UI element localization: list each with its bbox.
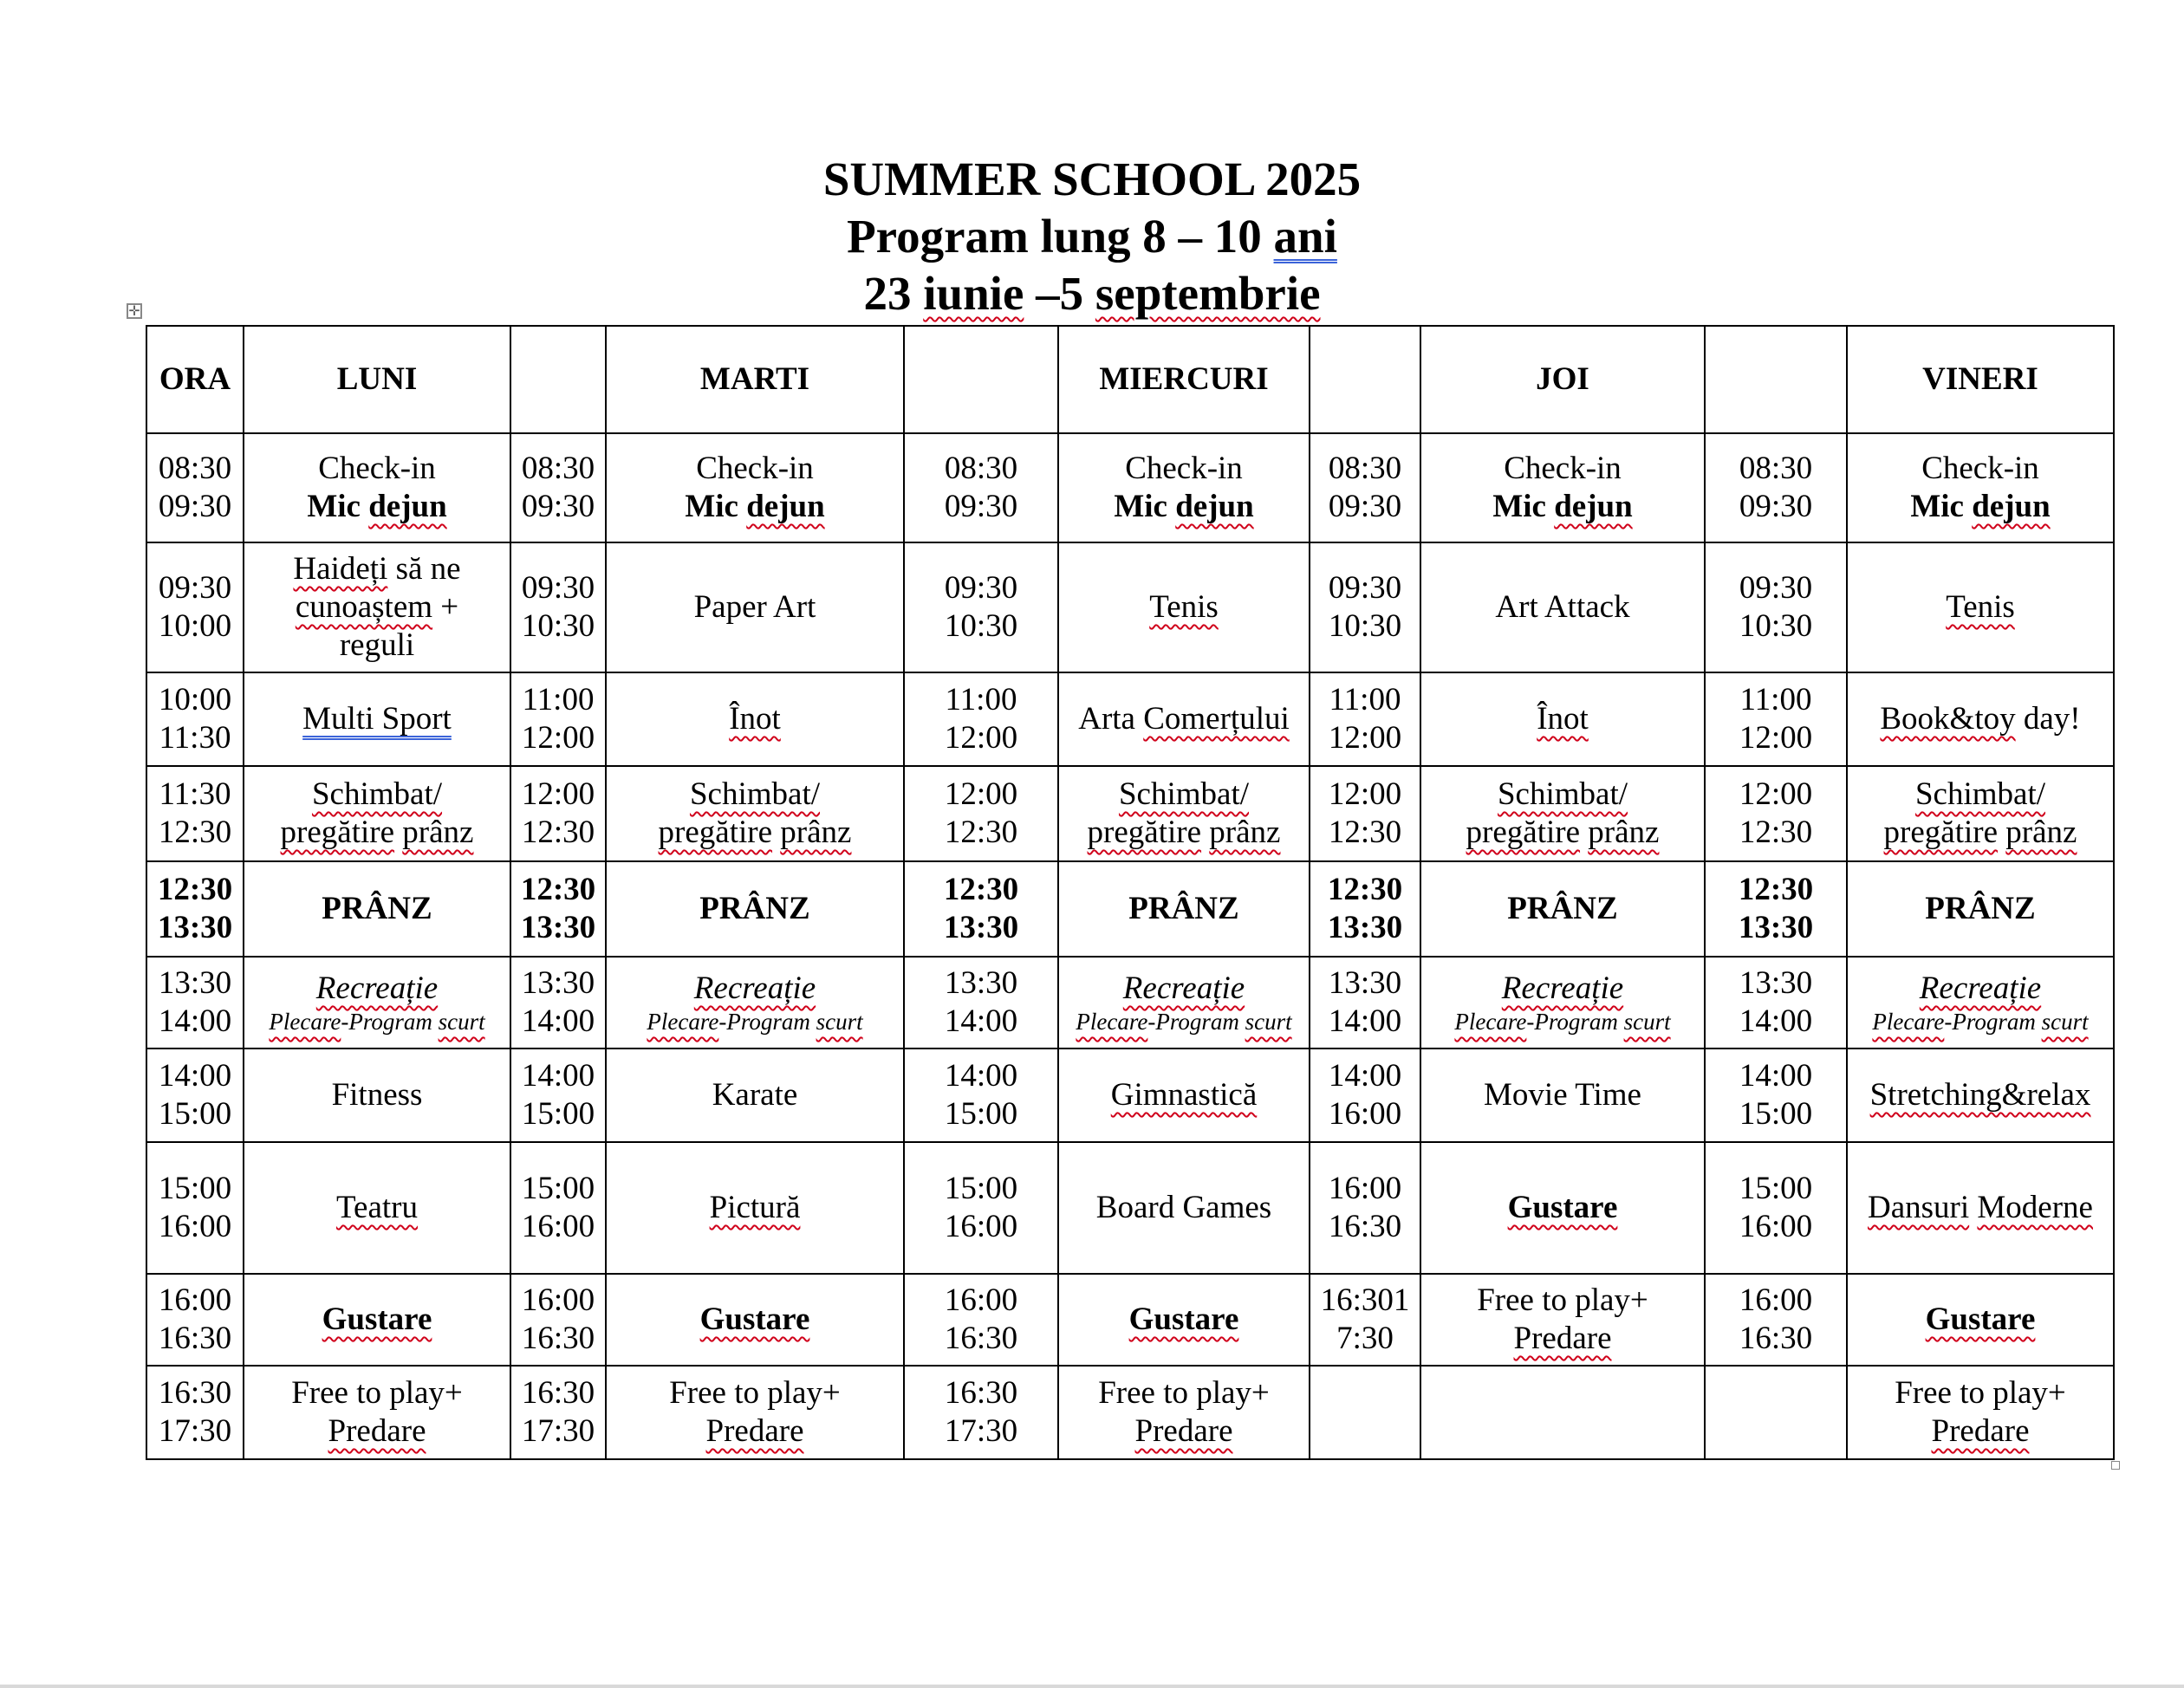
activity-arta: Arta (1078, 701, 1144, 737)
activity-cell (606, 1366, 904, 1459)
plecare-word: Plecare (1454, 1009, 1527, 1035)
activity-checkin: Check-in (1921, 451, 2039, 486)
title-line-3-c: –5 (1024, 267, 1095, 320)
time-cell: 11:00 12:00 (1310, 672, 1420, 766)
time-cell: 08:30 09:30 (510, 433, 606, 542)
activity-moderne: Moderne (1977, 1190, 2093, 1225)
activity-intro-line-1 (244, 550, 510, 588)
breakfast-dejun: dejun (1972, 489, 2051, 524)
activity-lunch: PRÂNZ (1847, 861, 2114, 957)
activity-cell (1058, 1366, 1310, 1459)
pranz-word: prânz (1209, 815, 1281, 850)
activity-lunch: PRÂNZ (244, 861, 510, 957)
activity-lunch: PRÂNZ (1058, 861, 1310, 957)
activity-cell (606, 1142, 904, 1274)
time-cell: 15:00 16:00 (1705, 1142, 1847, 1274)
activity-inot: Înot (1537, 701, 1589, 737)
plecare-word: Plecare (647, 1009, 719, 1035)
plecare-word: Plecare (269, 1009, 341, 1035)
activity-plecare-note (1059, 1008, 1309, 1036)
activity-pregatire-pranz (244, 814, 510, 852)
activity-cell (606, 433, 904, 542)
activity-cell (606, 766, 904, 861)
breakfast-dejun: dejun (1554, 489, 1633, 524)
time-cell: 15:00 16:00 (146, 1142, 244, 1274)
header-miercuri: MIERCURI (1058, 326, 1310, 433)
activity-breakfast (1059, 488, 1309, 526)
time-cell: 12:00 12:30 (1310, 766, 1420, 861)
header-empty-4 (1705, 326, 1847, 433)
plecare-word: Plecare (1076, 1009, 1148, 1035)
scurt-word: scurt (1623, 1009, 1671, 1035)
intro-plus: + (432, 589, 459, 625)
activity-schimbat: Schimbat/ (1497, 776, 1628, 812)
time-cell: 14:00 15:00 (1705, 1049, 1847, 1142)
time-cell: 12:30 13:30 (904, 861, 1058, 957)
empty-cell (1705, 1366, 1847, 1459)
activity-cell (1420, 672, 1705, 766)
table-row (146, 1274, 2114, 1366)
activity-cell: Movie Time (1420, 1049, 1705, 1142)
activity-recreatie: Recreație (1501, 971, 1624, 1006)
title-line-2 (0, 208, 2184, 265)
time-cell: 13:30 14:00 (1705, 957, 1847, 1049)
header-empty-1 (510, 326, 606, 433)
breakfast-mic: Mic (307, 489, 361, 524)
time-cell: 08:30 09:30 (146, 433, 244, 542)
table-row (146, 672, 2114, 766)
activity-predare: Predare (1931, 1413, 2030, 1449)
breakfast-mic: Mic (1492, 489, 1546, 524)
activity-predare: Predare (1513, 1321, 1612, 1356)
time-cell: 13:30 14:00 (1310, 957, 1420, 1049)
title-line-1: SUMMER SCHOOL 2025 (822, 153, 1362, 205)
time-cell: 14:00 16:00 (1310, 1049, 1420, 1142)
activity-day: day! (2015, 701, 2081, 737)
activity-pictura: Pictură (709, 1190, 801, 1225)
title-line-3 (0, 265, 2184, 322)
activity-teatru: Teatru (336, 1190, 418, 1225)
time-cell: 12:30 13:30 (1310, 861, 1420, 957)
activity-cell: Fitness (244, 1049, 510, 1142)
activity-recreatie: Recreație (1919, 971, 2042, 1006)
activity-cell (244, 766, 510, 861)
activity-gustare: Gustare (1925, 1302, 2036, 1337)
pranz-word: prânz (1588, 815, 1660, 850)
pranz-word: prânz (780, 815, 852, 850)
time-cell: 13:30 14:00 (904, 957, 1058, 1049)
table-row (146, 542, 2114, 672)
pregatire-word: pregătire (1466, 815, 1581, 850)
activity-checkin: Check-in (318, 451, 436, 486)
time-cell: 14:00 15:00 (146, 1049, 244, 1142)
program-word: -Program (1526, 1009, 1624, 1035)
time-cell: 09:30 10:30 (510, 542, 606, 672)
document-title (0, 151, 2184, 322)
time-cell: 16:00 16:30 (146, 1274, 244, 1366)
activity-breakfast (244, 488, 510, 526)
activity-cell (1847, 433, 2114, 542)
activity-cell (606, 672, 904, 766)
breakfast-mic: Mic (1114, 489, 1167, 524)
table-row (146, 861, 2114, 957)
time-cell: 11:00 12:00 (510, 672, 606, 766)
activity-cell (1058, 542, 1310, 672)
activity-plecare-note (244, 1008, 510, 1036)
activity-checkin: Check-in (696, 451, 814, 486)
activity-cell (1847, 672, 2114, 766)
activity-free-to-play: Free to play+ (291, 1375, 463, 1411)
time-cell: 08:30 09:30 (1705, 433, 1847, 542)
time-cell: 16:30 17:30 (904, 1366, 1058, 1459)
activity-intro-line-3: reguli (339, 627, 415, 663)
time-cell: 08:30 09:30 (904, 433, 1058, 542)
activity-cell: Karate (606, 1049, 904, 1142)
activity-comertului: Comerțului (1143, 701, 1290, 737)
activity-cell (1420, 957, 1705, 1049)
title-line-3-a: 23 (863, 267, 924, 320)
activity-cell (1847, 1274, 2114, 1366)
pregatire-word: pregătire (658, 815, 773, 850)
time-cell: 16:30 17:30 (146, 1366, 244, 1459)
activity-free-to-play: Free to play+ (1895, 1375, 2066, 1411)
time-cell: 09:30 10:30 (1705, 542, 1847, 672)
activity-lunch: PRÂNZ (606, 861, 904, 957)
time-cell: 12:30 13:30 (146, 861, 244, 957)
activity-cell (244, 542, 510, 672)
table-row (146, 1049, 2114, 1142)
header-empty-2 (904, 326, 1058, 433)
activity-dansuri: Dansuri (1868, 1190, 1970, 1225)
header-luni: LUNI (244, 326, 510, 433)
header-vineri: VINERI (1847, 326, 2114, 433)
activity-recreatie: Recreație (315, 971, 439, 1006)
time-cell: 10:00 11:30 (146, 672, 244, 766)
pregatire-word: pregătire (1087, 815, 1202, 850)
activity-cell (1847, 1366, 2114, 1459)
activity-checkin: Check-in (1125, 451, 1243, 486)
activity-cell (244, 1274, 510, 1366)
scurt-word: scurt (816, 1009, 863, 1035)
scurt-word: scurt (438, 1009, 485, 1035)
title-line-2-text: Program lung 8 – 10 (847, 210, 1274, 263)
table-row (146, 1142, 2114, 1274)
activity-cell (1847, 542, 2114, 672)
time-cell: 16:301 7:30 (1310, 1274, 1420, 1366)
activity-intro-line-2 (244, 588, 510, 627)
empty-cell (1420, 1366, 1705, 1459)
pregatire-word: pregătire (280, 815, 395, 850)
activity-tenis: Tenis (1149, 589, 1219, 625)
pranz-word: prânz (2005, 815, 2077, 850)
activity-cell (1847, 766, 2114, 861)
activity-cell (606, 957, 904, 1049)
schedule-table (146, 325, 2115, 1460)
time-cell: 12:00 12:30 (904, 766, 1058, 861)
breakfast-dejun: dejun (746, 489, 825, 524)
activity-cell (244, 1142, 510, 1274)
activity-cell (1058, 957, 1310, 1049)
plecare-word: Plecare (1872, 1009, 1945, 1035)
activity-gustare: Gustare (699, 1302, 810, 1337)
activity-cell (1058, 1049, 1310, 1142)
time-cell: 16:30 17:30 (510, 1366, 606, 1459)
activity-checkin: Check-in (1504, 451, 1622, 486)
activity-cell (1058, 672, 1310, 766)
time-cell: 13:30 14:00 (146, 957, 244, 1049)
program-word: -Program (718, 1009, 816, 1035)
activity-book-toy: Book&toy (1880, 701, 2016, 737)
time-cell: 09:30 10:00 (146, 542, 244, 672)
activity-gustare: Gustare (1507, 1190, 1618, 1225)
time-cell: 11:00 12:00 (1705, 672, 1847, 766)
breakfast-mic: Mic (685, 489, 738, 524)
header-row (146, 326, 2114, 433)
activity-pregatire-pranz (1059, 814, 1309, 852)
title-line-2-ani: ani (1273, 210, 1337, 263)
header-ora: ORA (146, 326, 244, 433)
activity-gustare: Gustare (322, 1302, 432, 1337)
table-move-handle-icon[interactable]: ✛ (127, 303, 142, 319)
activity-plecare-note (1421, 1008, 1704, 1036)
time-cell: 09:30 10:30 (1310, 542, 1420, 672)
intro-cunoastem: cunoaștem (295, 589, 433, 625)
scurt-word: scurt (1245, 1009, 1292, 1035)
time-cell: 08:30 09:30 (1310, 433, 1420, 542)
pranz-word: prânz (402, 815, 474, 850)
activity-cell (244, 672, 510, 766)
header-marti: MARTI (606, 326, 904, 433)
program-word: -Program (1147, 1009, 1245, 1035)
time-cell: 09:30 10:30 (904, 542, 1058, 672)
time-cell: 11:30 12:30 (146, 766, 244, 861)
activity-cell (1058, 433, 1310, 542)
time-cell: 16:00 16:30 (510, 1274, 606, 1366)
activity-stretching: Stretching&relax (1869, 1077, 2091, 1113)
activity-cell: Paper Art (606, 542, 904, 672)
activity-cell (1058, 766, 1310, 861)
activity-breakfast (1848, 488, 2113, 526)
activity-free-to-play: Free to play+ (669, 1375, 841, 1411)
table-row (146, 1366, 2114, 1459)
table-row (146, 957, 2114, 1049)
breakfast-mic: Mic (1910, 489, 1964, 524)
activity-recreatie: Recreație (693, 971, 816, 1006)
time-cell: 15:00 16:00 (904, 1142, 1058, 1274)
activity-gimnastica: Gimnastică (1110, 1077, 1258, 1113)
activity-multi-sport: Multi Sport (302, 701, 452, 737)
program-word: -Program (1944, 1009, 2042, 1035)
title-line-3-septembrie: septembrie (1095, 267, 1321, 320)
activity-free-to-play: Free to play+ (1477, 1282, 1648, 1318)
activity-inot: Înot (729, 701, 781, 737)
activity-cell (1058, 1274, 1310, 1366)
activity-cell (606, 1274, 904, 1366)
activity-cell (1847, 1142, 2114, 1274)
activity-schimbat: Schimbat/ (1914, 776, 2046, 812)
activity-predare: Predare (705, 1413, 804, 1449)
activity-cell (1420, 766, 1705, 861)
program-word: -Program (341, 1009, 439, 1035)
header-empty-3 (1310, 326, 1420, 433)
activity-predare: Predare (328, 1413, 426, 1449)
activity-cell: Art Attack (1420, 542, 1705, 672)
activity-recreatie: Recreație (1122, 971, 1245, 1006)
activity-breakfast (607, 488, 903, 526)
time-cell: 15:00 16:00 (510, 1142, 606, 1274)
activity-cell (1420, 1142, 1705, 1274)
time-cell: 12:30 13:30 (1705, 861, 1847, 957)
activity-schimbat: Schimbat/ (1118, 776, 1250, 812)
activity-cell (1847, 1049, 2114, 1142)
table-resize-handle[interactable] (2111, 1461, 2120, 1470)
pregatire-word: pregătire (1883, 815, 1999, 850)
activity-tenis: Tenis (1946, 589, 2015, 625)
activity-cell (1420, 433, 1705, 542)
activity-cell (1847, 957, 2114, 1049)
time-cell: 16:00 16:30 (904, 1274, 1058, 1366)
activity-pregatire-pranz (1421, 814, 1704, 852)
time-cell: 14:00 15:00 (904, 1049, 1058, 1142)
time-cell: 11:00 12:00 (904, 672, 1058, 766)
time-cell: 12:00 12:30 (1705, 766, 1847, 861)
page-bottom-edge (0, 1685, 2184, 1688)
activity-pregatire-pranz (607, 814, 903, 852)
time-cell: 16:00 16:30 (1705, 1274, 1847, 1366)
activity-schimbat: Schimbat/ (689, 776, 821, 812)
breakfast-dejun: dejun (1175, 489, 1254, 524)
activity-pregatire-pranz (1848, 814, 2113, 852)
activity-free-to-play: Free to play+ (1098, 1375, 1270, 1411)
activity-cell: Board Games (1058, 1142, 1310, 1274)
activity-schimbat: Schimbat/ (311, 776, 443, 812)
activity-cell (244, 957, 510, 1049)
title-line-3-iunie: iunie (923, 267, 1024, 320)
time-cell: 14:00 15:00 (510, 1049, 606, 1142)
time-cell: 12:00 12:30 (510, 766, 606, 861)
empty-cell (1310, 1366, 1420, 1459)
breakfast-dejun: dejun (368, 489, 447, 524)
intro-sa-ne: să ne (387, 551, 461, 587)
time-cell: 12:30 13:30 (510, 861, 606, 957)
table-row (146, 433, 2114, 542)
activity-cell (244, 433, 510, 542)
time-cell: 16:00 16:30 (1310, 1142, 1420, 1274)
time-cell: 13:30 14:00 (510, 957, 606, 1049)
activity-lunch: PRÂNZ (1420, 861, 1705, 957)
activity-plecare-note (1848, 1008, 2113, 1036)
activity-cell (244, 1366, 510, 1459)
activity-gustare: Gustare (1128, 1302, 1239, 1337)
table-row (146, 766, 2114, 861)
activity-cell (1420, 1274, 1705, 1366)
intro-haideti: Haideți (293, 551, 388, 587)
header-joi: JOI (1420, 326, 1705, 433)
scurt-word: scurt (2041, 1009, 2089, 1035)
activity-plecare-note (607, 1008, 903, 1036)
activity-predare: Predare (1134, 1413, 1233, 1449)
activity-breakfast (1421, 488, 1704, 526)
